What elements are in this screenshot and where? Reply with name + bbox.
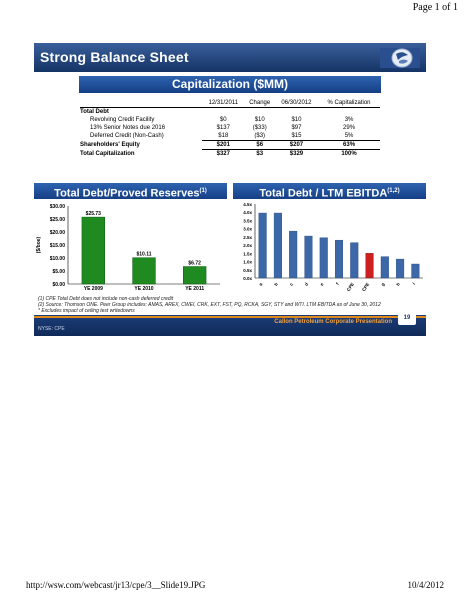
slide-number: 19 bbox=[398, 312, 416, 325]
y-tick-label: 2.5x bbox=[243, 234, 252, 240]
footer-date: 10/4/2012 bbox=[407, 580, 444, 590]
x-tick-label: c bbox=[288, 281, 295, 287]
bar bbox=[82, 217, 105, 284]
table-cell: $15 bbox=[275, 132, 318, 141]
company-logo-icon bbox=[380, 46, 420, 70]
table-cell bbox=[275, 108, 318, 117]
capitalization-table bbox=[80, 99, 380, 158]
data-label: $10.11 bbox=[136, 251, 152, 258]
table-cell: 63% bbox=[318, 141, 380, 150]
y-tick-label: $0.00 bbox=[52, 282, 65, 288]
title-bar bbox=[34, 43, 426, 72]
ticker-label: NYSE: CPE bbox=[38, 326, 65, 332]
capitalization-header: Capitalization ($MM) bbox=[79, 76, 381, 93]
slide bbox=[34, 43, 426, 336]
table-cell: $97 bbox=[291, 125, 302, 131]
table-header bbox=[80, 99, 202, 108]
row-label: 13% Senior Notes due 2016 bbox=[90, 125, 166, 131]
row-label: Shareholders' Equity bbox=[80, 142, 140, 148]
table-cell bbox=[245, 108, 275, 117]
data-label: $25.73 bbox=[85, 211, 101, 218]
data-label: $6.72 bbox=[188, 260, 201, 267]
x-tick-label: h bbox=[395, 281, 401, 287]
table-cell: $329 bbox=[289, 151, 304, 157]
y-tick-label: 0.0x bbox=[243, 276, 252, 281]
left-chart-header bbox=[34, 183, 227, 199]
row-label: Total Debt bbox=[80, 109, 109, 115]
table-cell: $10 bbox=[291, 117, 302, 123]
bottom-bar bbox=[34, 315, 426, 336]
y-tick-label: 4.0x bbox=[243, 210, 252, 216]
bar bbox=[412, 264, 420, 278]
bar bbox=[274, 213, 282, 278]
y-tick-label: 3.5x bbox=[243, 218, 252, 224]
x-tick-label: b bbox=[273, 281, 279, 287]
table-cell: $137 bbox=[216, 125, 230, 131]
y-tick-label: 2.0x bbox=[243, 243, 252, 249]
table-row bbox=[80, 124, 380, 132]
y-tick-label: 3.0x bbox=[243, 226, 252, 232]
bar bbox=[366, 253, 374, 278]
left-chart-footnote-ref: (1) bbox=[199, 188, 207, 194]
table-cell bbox=[202, 108, 245, 117]
divider bbox=[34, 316, 426, 318]
row-label: Deferred Credit (Non-Cash) bbox=[90, 133, 164, 140]
table-cell: $6 bbox=[245, 141, 275, 150]
presentation-label: Callon Petroleum Corporate Presentation bbox=[274, 319, 392, 325]
right-chart-header bbox=[233, 183, 426, 199]
table-cell: $207 bbox=[275, 141, 318, 150]
debt-reserves-chart bbox=[34, 200, 227, 296]
x-tick-label: a bbox=[257, 281, 264, 287]
y-axis-label: ($/boe) bbox=[36, 236, 42, 254]
footnote: (1) CPE Total Debt does not include non-cash deferred credit bbox=[38, 296, 174, 302]
row-label: Revolving Credit Facility bbox=[90, 117, 155, 123]
table-header: 12/31/2011 bbox=[202, 99, 245, 108]
bar bbox=[305, 236, 313, 278]
x-tick-label: f bbox=[334, 281, 340, 286]
table-cell: 100% bbox=[341, 151, 357, 157]
page-header: Page 1 of 1 bbox=[412, 2, 458, 13]
x-tick-label: g bbox=[379, 281, 386, 287]
x-tick-label: YE 2011 bbox=[185, 286, 205, 292]
bar bbox=[289, 231, 297, 278]
table-cell: $0 bbox=[219, 117, 227, 123]
table-row bbox=[80, 150, 380, 159]
footnote: * Excludes impact of ceiling test writedowns bbox=[38, 308, 135, 314]
table-row bbox=[80, 108, 380, 117]
table-row bbox=[80, 132, 380, 141]
right-chart-title: Total Debt / LTM EBITDA bbox=[259, 187, 388, 200]
y-tick-label: 4.5x bbox=[243, 202, 252, 207]
table-cell: $201 bbox=[202, 141, 245, 150]
left-chart-title: Total Debt/Proved Reserves bbox=[54, 187, 200, 200]
table-cell bbox=[318, 108, 380, 117]
y-tick-label: 1.0x bbox=[243, 259, 252, 265]
table-cell: 29% bbox=[343, 125, 356, 131]
y-tick-label: 1.5x bbox=[243, 251, 252, 257]
bar bbox=[133, 258, 156, 284]
table-cell: $18 bbox=[202, 132, 245, 141]
y-tick-label: $25.00 bbox=[49, 217, 65, 223]
table-cell: $327 bbox=[216, 151, 230, 157]
right-chart-footnote-ref: (1,2) bbox=[387, 188, 400, 194]
x-tick-label: CPE bbox=[360, 281, 371, 293]
table-cell: $10 bbox=[254, 117, 265, 123]
table-header: % Capitalization bbox=[318, 99, 380, 108]
footnotes bbox=[38, 296, 422, 314]
bar bbox=[183, 267, 206, 284]
debt-ebitda-chart bbox=[233, 200, 426, 296]
x-tick-label: YE 2010 bbox=[134, 286, 154, 292]
x-tick-label: i bbox=[411, 281, 417, 286]
y-tick-label: $30.00 bbox=[49, 204, 65, 210]
y-tick-label: $20.00 bbox=[49, 230, 65, 236]
x-tick-label: d bbox=[303, 281, 310, 287]
y-tick-label: 0.5x bbox=[243, 267, 252, 273]
slide-title: Strong Balance Sheet bbox=[40, 49, 189, 65]
bar bbox=[259, 213, 267, 278]
y-tick-label: $5.00 bbox=[52, 269, 65, 275]
x-tick-label: CPE bbox=[345, 281, 356, 293]
footnote: (2) Source: Thomson ONE. Peer Group includes: AMAS, AREX, CWEI, CRK, EXT, FST, PQ, RCKA, SGY, STY and WTI. LTM EBITDA as of June 30, 2012 bbox=[38, 302, 381, 308]
table-cell: ($33) bbox=[252, 125, 267, 131]
x-tick-label: YE 2009 bbox=[83, 286, 103, 292]
table-header-row bbox=[80, 99, 380, 108]
x-tick-label: e bbox=[319, 281, 325, 287]
bar bbox=[320, 238, 328, 278]
bar bbox=[396, 259, 404, 278]
table-cell: ($3) bbox=[245, 132, 275, 141]
bar bbox=[350, 243, 358, 278]
y-tick-label: $10.00 bbox=[49, 256, 65, 262]
row-label: Total Capitalization bbox=[80, 150, 135, 157]
table-header: Change bbox=[245, 99, 275, 108]
bar bbox=[335, 240, 343, 278]
table-row bbox=[80, 116, 380, 124]
table-header: 06/30/2012 bbox=[275, 99, 318, 108]
y-tick-label: $15.00 bbox=[49, 243, 65, 249]
bar bbox=[381, 257, 389, 278]
table-cell: 5% bbox=[318, 132, 380, 141]
table-row bbox=[80, 141, 380, 150]
table-cell: 3% bbox=[344, 117, 354, 123]
table-cell: $3 bbox=[256, 151, 264, 157]
footer-url: http://wsw.com/webcast/jr13/cpe/3__Slide19.JPG bbox=[26, 580, 206, 590]
